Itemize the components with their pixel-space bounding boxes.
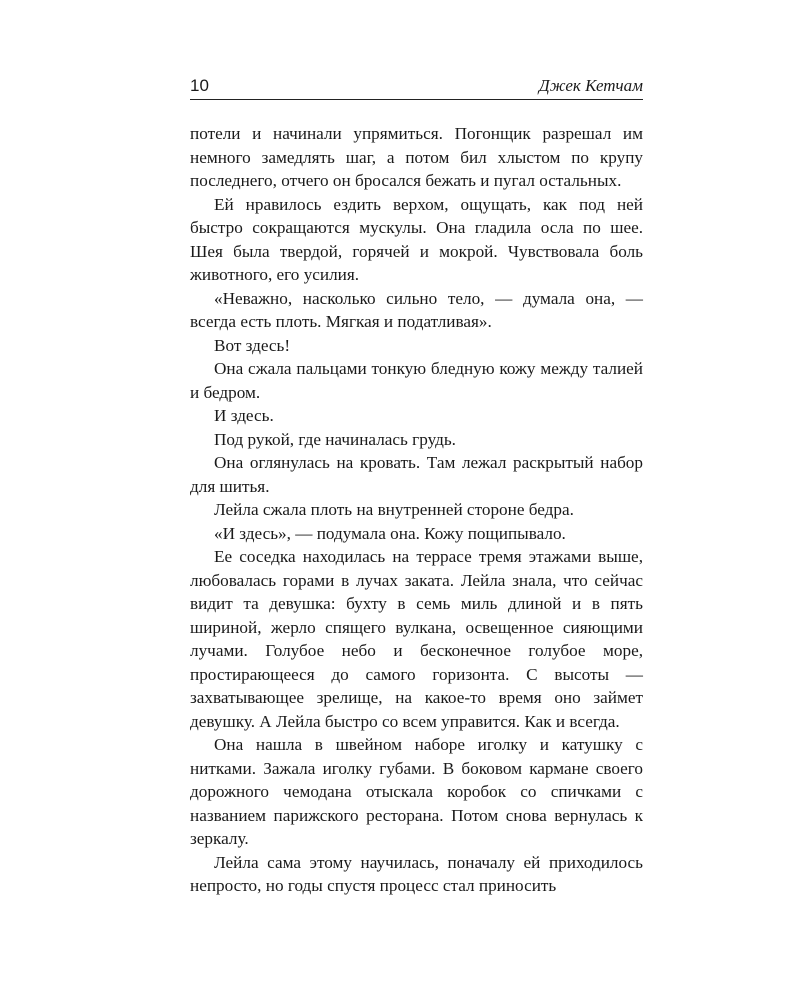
paragraph: Лейла сжала плоть на внутренней стороне бедра. [214,500,574,519]
body-text [190,122,643,898]
paragraph: Она нашла в швейном наборе иголку и катушку с нитками. Зажала иголку губами. В боковом кармане своего дорожного чемодана отыскала коробок со спичками с названием парижского ресторана. Потом снова вернулась к зеркалу. [190,735,643,848]
paragraph: Лейла сама этому научилась, поначалу ей приходилось непросто, но годы спустя процесс стал приносить [190,852,643,895]
book-page [190,0,643,1000]
paragraph: Она оглянулась на кровать. Там лежал раскрытый набор для шитья. [190,453,643,496]
paragraph: Под рукой, где начиналась грудь. [214,429,456,449]
paragraph: Ее соседка находилась на террасе тремя этажами выше, любовалась горами в лучах заката. Лейла знала, что сейчас видит та девушка: бухту в семь миль длиной и в пять шириной, жерло спящего вулкана, освещенное сияющими лучами. Голубое небо и бесконечное голубое море, простирающееся до самого горизонта. С высоты — захватывающее зрелище, на какое-то время оно займет девушку. А Лейла быстро со всем управится. Как и всегда. [190,547,643,731]
paragraph: Она сжала пальцами тонкую бледную кожу между талией и бедром. [190,359,643,402]
running-head [190,74,643,100]
paragraph: «Неважно, насколько сильно тело, — думала она, — всегда есть плоть. Мягкая и податливая». [190,288,643,331]
paragraph: Ей нравилось ездить верхом, ощущать, как под ней быстро сокращаются мускулы. Она гладила осла по шее. Шея была твердой, горячей и мокрой. Чувствовала боль животного, его усилия. [190,194,643,284]
paragraph: «И здесь», — подумала она. Кожу пощипывало. [214,523,566,543]
paragraph: потели и начинали упрямиться. Погонщик разрешал им немного замедлять шаг, а потом бил хлыстом по крупу последнего, отчего он бросался бежать и пугал остальных. [190,124,643,190]
paragraph: Вот здесь! [214,335,291,355]
paragraph: И здесь. [214,406,274,425]
running-title: Джек Кетчам [538,76,643,95]
page-number: 10 [190,76,209,95]
